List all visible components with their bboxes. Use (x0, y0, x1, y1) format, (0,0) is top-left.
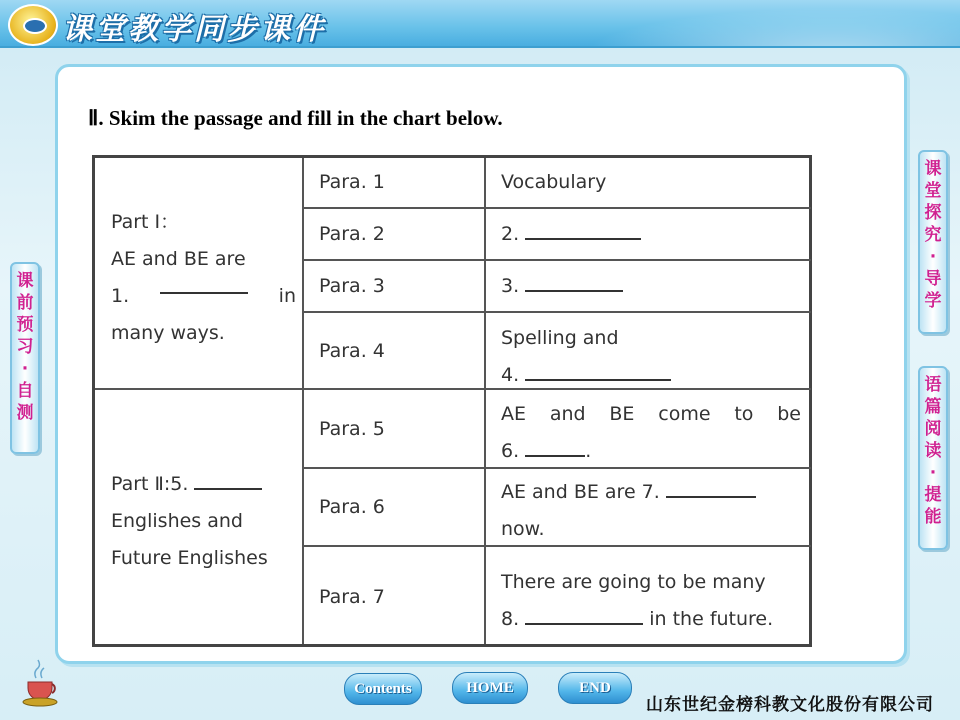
chart-table (92, 155, 812, 647)
para-label: Para. 5 (319, 418, 385, 440)
content-row-3: 3. (501, 275, 623, 297)
content-row-6: AE and BE are 7. now. (501, 474, 756, 548)
blank-7[interactable] (666, 482, 756, 498)
para-label: Para. 7 (319, 586, 385, 608)
para-label: Para. 1 (319, 171, 385, 193)
company-name: 山东世纪金榜科教文化股份有限公司 (646, 695, 934, 715)
part2-cell (111, 466, 301, 577)
blank-4[interactable] (525, 365, 671, 381)
header-decoration (540, 0, 960, 46)
part1-line3: 1. in (111, 278, 296, 315)
teacup-icon (20, 658, 64, 708)
content-row-5: AE and BE come to be 6. . (501, 403, 801, 462)
instruction-text: Ⅱ. Skim the passage and fill in the chart below. (88, 106, 503, 130)
blank-3[interactable] (525, 276, 623, 292)
part1-line2: AE and BE are (111, 248, 246, 270)
para-label: Para. 3 (319, 275, 385, 297)
para-label: Para. 6 (319, 496, 385, 518)
part1-cell (111, 204, 296, 352)
logo-icon (8, 4, 58, 46)
part2-line1: Part Ⅱ:5. (111, 466, 301, 503)
blank-8[interactable] (525, 609, 643, 625)
part2-line3: Future Englishes (111, 547, 268, 569)
content-row-4: Spelling and 4. (501, 320, 671, 394)
part2-line2: Englishes and (111, 510, 243, 532)
blank-1[interactable] (160, 278, 248, 294)
content-row-7: There are going to be many 8. in the future. (501, 571, 774, 630)
part1-line4: many ways. (111, 322, 225, 344)
blank-2[interactable] (525, 224, 641, 240)
para-label: Para. 2 (319, 223, 385, 245)
end-button[interactable]: END (558, 672, 632, 704)
home-button[interactable]: HOME (452, 672, 528, 704)
content-row-2: 2. (501, 223, 641, 245)
tab-passage-reading[interactable]: 语 篇 阅 读 · 提 能 (918, 366, 948, 550)
blank-5[interactable] (194, 474, 262, 490)
tab-pre-class-preview[interactable]: 课 前 预 习 · 自 测 (10, 262, 40, 454)
header-bar (0, 0, 960, 48)
content-row-1: Vocabulary (501, 171, 607, 193)
blank-6[interactable] (525, 441, 585, 457)
header-title: 课堂教学同步课件 (62, 12, 326, 47)
contents-button[interactable]: Contents (344, 673, 422, 705)
tab-classroom-exploration[interactable]: 课 堂 探 究 · 导 学 (918, 150, 948, 334)
para-label: Para. 4 (319, 340, 385, 362)
part1-label: Part Ⅰ： (111, 211, 180, 233)
